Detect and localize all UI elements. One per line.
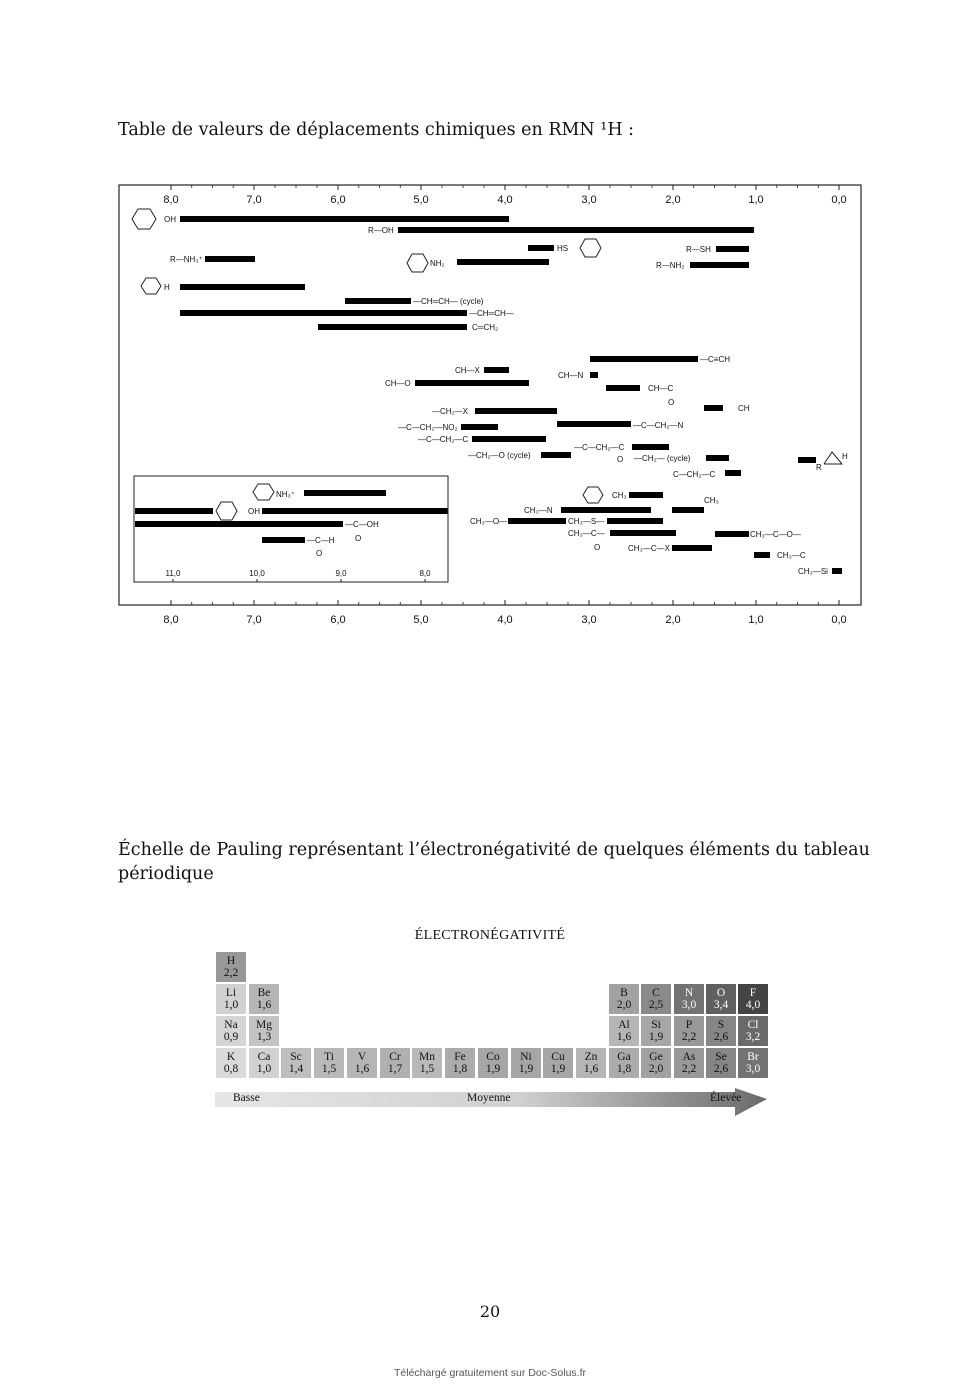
element-symbol: Li [225, 987, 237, 999]
element-cell-k [216, 1048, 246, 1078]
top-axis [163, 185, 846, 206]
label-ch2-x: —CH₂—X [432, 407, 468, 416]
element-cell-ge [641, 1048, 671, 1078]
label-ar-sh: HS [557, 244, 569, 253]
element-value: 1,6 [256, 999, 272, 1011]
element-value: 1,6 [354, 1063, 370, 1075]
element-cell-o [706, 984, 736, 1014]
axis-tick-label: 8,0 [163, 614, 179, 626]
axis-tick-label: 2,0 [665, 614, 681, 626]
element-value: 2,6 [713, 1031, 729, 1043]
label-cyclopropane-h: H [842, 452, 848, 461]
element-cell-h [216, 952, 246, 982]
bar-ch-co [606, 385, 640, 391]
bottom-axis [163, 600, 846, 626]
bar-cho [262, 537, 305, 543]
label-ch3-o-c: CH₃—C—O— [750, 530, 801, 539]
scale-high-label: Élevée [710, 1092, 742, 1104]
element-cell-sc [281, 1048, 311, 1078]
element-symbol: H [226, 955, 236, 967]
element-cell-se [706, 1048, 736, 1078]
axis-tick-label: 7,0 [246, 614, 262, 626]
label-phenol-oh: OH [164, 215, 176, 224]
label-ch2-c: —C—CH₂—C [418, 435, 469, 444]
element-value: 0,8 [223, 1063, 239, 1075]
element-symbol: Ge [649, 1051, 663, 1063]
bar-ar-nh2 [457, 259, 549, 265]
element-cell-li [216, 984, 246, 1014]
element-symbol: Co [486, 1051, 500, 1063]
element-cell-ni [511, 1048, 541, 1078]
label-cho-o: O [316, 549, 323, 558]
element-symbol: B [620, 987, 628, 999]
label-cho: —C—H [307, 536, 335, 545]
element-symbol: N [684, 987, 694, 999]
label-alkene: —CH═CH— [469, 309, 514, 318]
label-r-oh: R—OH [368, 226, 394, 235]
element-value: 1,9 [485, 1063, 501, 1075]
axis-tick-label: 3,0 [581, 194, 597, 206]
nmr-shift-chart [0, 0, 980, 640]
element-value: 1,0 [223, 999, 239, 1011]
label-ch2-co: —C—CH₂—C [574, 443, 625, 452]
bar-ar-h [180, 284, 305, 290]
element-value: 1,5 [419, 1063, 435, 1075]
bar-alkene-cycle [345, 298, 411, 304]
element-symbol: S [717, 1019, 725, 1031]
element-cell-si [641, 1016, 671, 1046]
element-value: 1,8 [452, 1063, 468, 1075]
bar-ar-oh-inset-left [135, 508, 213, 514]
bar-ch-x [484, 367, 509, 373]
element-cell-cr [380, 1048, 410, 1078]
axis-tick-label: 4,0 [497, 194, 513, 206]
element-cell-be [249, 984, 279, 1014]
element-symbol: As [682, 1051, 696, 1063]
element-cell-s [706, 1016, 736, 1046]
element-value: 4,0 [745, 999, 761, 1011]
element-value: 2,0 [616, 999, 632, 1011]
element-value: 2,2 [681, 1063, 697, 1075]
element-cell-ca [249, 1048, 279, 1078]
bar-ar-ch3 [629, 492, 663, 498]
element-cell-fe [445, 1048, 475, 1078]
cyclopropane-icon [824, 452, 842, 464]
element-cell-c [641, 984, 671, 1014]
element-cell-cu [543, 1048, 573, 1078]
label-ch3-c-x: CH₃—C—X [628, 544, 670, 553]
element-value: 2,5 [648, 999, 664, 1011]
element-cell-f [738, 984, 768, 1014]
pauling-heading: Échelle de Pauling représentant l’électronégativité de quelques éléments du tableau périodique [118, 840, 870, 884]
label-ch-x: CH—X [455, 366, 480, 375]
label-ar-oh-inset: OH [248, 507, 260, 516]
element-cell-co [478, 1048, 508, 1078]
bar-ch3-co [610, 530, 676, 536]
axis-tick-label: 8,0 [163, 194, 179, 206]
element-symbol: Cu [551, 1051, 565, 1063]
bar-ch2-cycle [706, 455, 729, 461]
bar-ch3-s [607, 518, 663, 524]
axis-tick-label: 7,0 [246, 194, 262, 206]
label-r-sh: R—SH [686, 245, 711, 254]
element-value: 1,6 [583, 1063, 599, 1075]
label-ar-ch3: CH₃ [612, 491, 627, 500]
label-ch3-co: CH₃—C— [568, 529, 605, 538]
bar-phenol-oh [180, 216, 509, 222]
bar-vinylidene [318, 324, 467, 330]
element-value: 1,0 [256, 1063, 272, 1075]
axis-tick-label: 3,0 [581, 614, 597, 626]
label-ch2-no2: —C—CH₂—NO₂ [398, 423, 458, 432]
axis-tick-label: 4,0 [497, 614, 513, 626]
element-symbol: Ni [520, 1051, 532, 1063]
bar-ch2-x [475, 408, 557, 414]
element-cell-mg [249, 1016, 279, 1046]
element-value: 3,0 [745, 1063, 761, 1075]
element-cell-ga [609, 1048, 639, 1078]
element-value: 3,2 [745, 1031, 761, 1043]
label-cooh: —C—OH [345, 520, 379, 529]
label-r-nh2: R—NH₂ [656, 261, 685, 270]
element-value: 1,4 [288, 1063, 304, 1075]
element-symbol: P [685, 1019, 693, 1031]
inset-tick-label: 11,0 [165, 569, 181, 578]
footer-credit: Téléchargé gratuitement sur Doc-Solus.fr [394, 1367, 586, 1379]
element-cell-v [347, 1048, 377, 1078]
scale-mid-label: Moyenne [467, 1092, 511, 1104]
bar-alkene [180, 310, 467, 316]
nmr-table-heading: Table de valeurs de déplacements chimiques en RMN ¹H : [118, 120, 635, 140]
element-symbol: O [716, 987, 726, 999]
axis-tick-label: 1,0 [748, 194, 764, 206]
element-symbol: Fe [454, 1051, 466, 1063]
label-ch2-n: —C—CH₂—N [633, 421, 684, 430]
bar-ch3-si [832, 568, 842, 574]
inset-tick-label: 9,0 [335, 569, 347, 578]
label-ch3-si: CH₃—Si [798, 567, 828, 576]
axis-tick-label: 6,0 [330, 614, 346, 626]
label-ar-h: H [164, 283, 170, 292]
inset-axis [166, 569, 432, 582]
bar-ch2-c [472, 436, 546, 442]
element-symbol: Ga [617, 1051, 631, 1063]
bar-alkyne [590, 356, 698, 362]
element-value: 3,0 [681, 999, 697, 1011]
element-value: 1,8 [616, 1063, 632, 1075]
label-ch-co-o: O [668, 398, 675, 407]
label-vinylidene: C═CH₂ [472, 323, 499, 332]
bar-ch3-o [508, 518, 566, 524]
label-cyclopropane: R [816, 463, 822, 472]
element-cell-zn [576, 1048, 606, 1078]
element-value: 2,0 [648, 1063, 664, 1075]
axis-tick-label: 6,0 [330, 194, 346, 206]
element-symbol: Na [224, 1019, 238, 1031]
label-ch2-cycle: —CH₂— (cycle) [634, 454, 691, 463]
label-alkene-cycle: —CH═CH— (cycle) [413, 297, 484, 306]
element-cell-n [674, 984, 704, 1014]
label-ch-n: CH—N [558, 371, 584, 380]
bar-r-nh2 [690, 262, 749, 268]
bar-ch3-alkyne [672, 507, 704, 513]
element-cell-br [738, 1048, 768, 1078]
label-ch2-co-o: O [617, 455, 624, 464]
bar-ar-nh3 [304, 490, 386, 496]
label-ch3-n: CH₃—N [524, 506, 553, 515]
axis-tick-label: 1,0 [748, 614, 764, 626]
label-ch-o: CH—O [385, 379, 411, 388]
bar-cyclopropane [798, 457, 816, 463]
scale-low-label: Basse [233, 1092, 260, 1104]
bar-r-nh3 [205, 256, 255, 262]
element-symbol: Be [257, 987, 271, 999]
axis-tick-label: 2,0 [665, 194, 681, 206]
element-value: 1,6 [616, 1031, 632, 1043]
element-value: 1,9 [518, 1063, 534, 1075]
bar-ch2-o-cycle [541, 452, 571, 458]
element-symbol: Br [747, 1051, 759, 1063]
label-ch3-co-o: O [594, 543, 601, 552]
label-cooh-o: O [355, 534, 362, 543]
element-value: 2,6 [713, 1063, 729, 1075]
axis-tick-label: 5,0 [413, 194, 429, 206]
element-cell-na [216, 1016, 246, 1046]
element-cell-as [674, 1048, 704, 1078]
element-symbol: Cr [389, 1051, 401, 1063]
label-ch-co: CH—C [648, 384, 674, 393]
bar-r-oh [398, 227, 754, 233]
element-cell-cl [738, 1016, 768, 1046]
element-value: 1,5 [321, 1063, 337, 1075]
element-symbol: F [749, 987, 757, 999]
label-ch2-o-cycle: —CH₂—O (cycle) [468, 451, 531, 460]
element-symbol: Al [618, 1019, 630, 1031]
bar-r-sh [716, 246, 749, 252]
element-value: 1,7 [387, 1063, 403, 1075]
bar-ch3-n [561, 507, 651, 513]
element-symbol: K [226, 1051, 236, 1063]
element-symbol: Ti [324, 1051, 334, 1063]
inset-tick-label: 8,0 [419, 569, 431, 578]
bar-ch-o [415, 380, 529, 386]
element-cell-ti [314, 1048, 344, 1078]
element-cell-p [674, 1016, 704, 1046]
label-alkyne: —C≡CH [700, 355, 730, 364]
element-symbol: V [357, 1051, 367, 1063]
bar-ch-n [590, 372, 598, 378]
element-value: 1,9 [550, 1063, 566, 1075]
page-number: 20 [479, 1302, 501, 1321]
element-symbol: C [652, 987, 660, 999]
axis-tick-label: 5,0 [413, 614, 429, 626]
label-ch3-s: CH₃—S— [568, 517, 605, 526]
bar-ch2-alk [725, 470, 741, 476]
label-ch3-c: CH₃—C [777, 551, 806, 560]
label-ch2-alk: C—CH₂—C [673, 470, 716, 479]
chart-frame [119, 185, 861, 605]
bar-cooh [135, 521, 343, 527]
label-ch-cyc: CH [738, 404, 750, 413]
bar-ch2-co [632, 444, 669, 450]
element-value: 0,9 [223, 1031, 239, 1043]
label-r-nh3: R—NH₃⁺ [170, 255, 203, 264]
bar-ch3-o-c [715, 531, 749, 537]
label-ar-nh2: NH₂ [430, 259, 445, 268]
axis-tick-label: 0,0 [831, 614, 847, 626]
element-value: 1,3 [256, 1031, 272, 1043]
label-ch3-o: CH₃—O— [470, 517, 508, 526]
label-ch3-alkyne: CH₃ [704, 496, 719, 505]
bar-ch2-no2 [461, 424, 498, 430]
element-cell-mn [412, 1048, 442, 1078]
bar-ch3-c-x [672, 545, 712, 551]
element-symbol: Ca [257, 1051, 271, 1063]
element-symbol: Si [651, 1019, 661, 1031]
element-symbol: Zn [584, 1051, 598, 1063]
bar-ch-cyc [704, 405, 723, 411]
element-value: 1,9 [648, 1031, 664, 1043]
bar-ch2-n [557, 421, 631, 427]
element-value: 3,4 [713, 999, 729, 1011]
element-symbol: Se [715, 1051, 727, 1063]
pauling-title: ÉLECTRONÉGATIVITÉ [414, 928, 566, 943]
element-value: 2,2 [681, 1031, 697, 1043]
element-symbol: Mn [419, 1051, 435, 1063]
element-symbol: Sc [290, 1051, 302, 1063]
element-symbol: Cl [747, 1019, 759, 1031]
bar-ar-sh [528, 245, 554, 251]
element-cell-b [609, 984, 639, 1014]
bar-ar-oh-inset-right [262, 508, 448, 514]
inset-tick-label: 10,0 [249, 569, 265, 578]
element-cell-al [609, 1016, 639, 1046]
bar-ch3-c [754, 552, 770, 558]
axis-tick-label: 0,0 [831, 194, 847, 206]
element-value: 2,2 [223, 967, 239, 979]
label-ar-nh3: NH₃⁺ [276, 490, 296, 499]
element-symbol: Mg [256, 1019, 272, 1031]
